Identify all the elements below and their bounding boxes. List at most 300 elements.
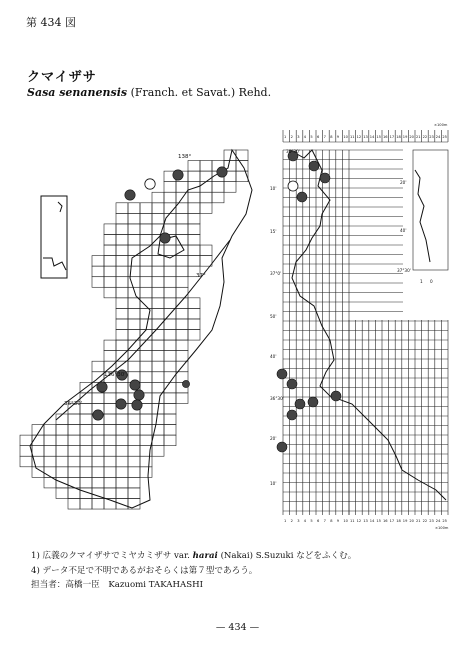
profile-dot-filled bbox=[277, 369, 287, 379]
map-mesh-cell bbox=[164, 266, 176, 277]
map-mesh-cell bbox=[212, 192, 224, 203]
map-mesh-cell bbox=[68, 456, 80, 467]
map-mesh-cell bbox=[116, 456, 128, 467]
note-line-3: 担当者：高橋一臣 Kazuomi TAKAHASHI bbox=[31, 580, 203, 590]
map-mesh-cell bbox=[68, 414, 80, 425]
map-mesh-cell bbox=[188, 256, 200, 267]
profile-top-tick-label: 6 bbox=[317, 135, 320, 139]
map-mesh-cell bbox=[104, 393, 116, 404]
map-mesh-cell bbox=[104, 256, 116, 267]
map-mesh-cell bbox=[176, 224, 188, 235]
map-mesh-cell bbox=[20, 435, 32, 446]
map-mesh-cell bbox=[116, 234, 128, 245]
map-mesh-cell bbox=[128, 224, 140, 235]
map-mesh-cell bbox=[56, 446, 68, 457]
map-mesh-cell bbox=[152, 256, 164, 267]
map-mesh-cell bbox=[116, 425, 128, 436]
map-mesh-cell bbox=[164, 361, 176, 372]
map-mesh-cell bbox=[188, 203, 200, 214]
map-mesh-cell bbox=[116, 298, 128, 309]
note-line-1 bbox=[31, 549, 356, 561]
profile-lat-label: 50' bbox=[270, 314, 277, 319]
map-mesh-cell bbox=[140, 425, 152, 436]
map-mesh-cell bbox=[116, 330, 128, 341]
map-mesh-cell bbox=[176, 277, 188, 288]
map-mesh-cell bbox=[200, 256, 212, 267]
map-mesh-cell bbox=[200, 171, 212, 182]
profile-bottom-tick-label: 12 bbox=[356, 519, 362, 523]
map-mesh-cell bbox=[128, 467, 140, 478]
map-mesh-cell bbox=[56, 456, 68, 467]
map-mesh-cell bbox=[140, 203, 152, 214]
map-mesh-cell bbox=[140, 287, 152, 298]
map-mesh-cell bbox=[92, 498, 104, 509]
inset-label: 37°30' bbox=[397, 268, 411, 273]
map-mesh-cell bbox=[104, 340, 116, 351]
map-mesh-cell bbox=[116, 287, 128, 298]
profile-bottom-tick-label: 2 bbox=[290, 519, 293, 523]
distribution-map-grid bbox=[20, 150, 248, 509]
map-mesh-cell bbox=[104, 435, 116, 446]
figure-number: 第 434 図 bbox=[26, 16, 76, 29]
map-mesh-cell bbox=[116, 488, 128, 499]
note-line-1-b: (Nakai) S.Suzuki などをふくむ。 bbox=[220, 551, 357, 561]
map-mesh-cell bbox=[176, 393, 188, 404]
map-mesh-cell bbox=[104, 467, 116, 478]
species-authority: (Franch. et Savat.) Rehd. bbox=[130, 86, 272, 99]
map-mesh-cell bbox=[56, 467, 68, 478]
map-mesh-cell bbox=[68, 498, 80, 509]
map-mesh-cell bbox=[92, 277, 104, 288]
map-mesh-cell bbox=[152, 351, 164, 362]
profile-dot-filled bbox=[295, 399, 305, 409]
profile-top-tick-label: 19 bbox=[402, 135, 408, 139]
map-mesh-cell bbox=[152, 435, 164, 446]
profile-top-tick-label: 13 bbox=[363, 135, 368, 139]
map-mesh-cell bbox=[68, 425, 80, 436]
scientific-name: Sasa senanensis bbox=[27, 86, 128, 99]
map-mesh-cell bbox=[152, 393, 164, 404]
inset-label: 0 bbox=[430, 279, 433, 284]
map-mesh-cell bbox=[176, 340, 188, 351]
occurrence-dot-filled bbox=[97, 382, 107, 392]
map-mesh-cell bbox=[116, 446, 128, 457]
altitude-profile-grid bbox=[283, 130, 448, 515]
map-mesh-cell bbox=[104, 361, 116, 372]
map-mesh-cell bbox=[56, 435, 68, 446]
map-lon-label-2: 136°30' bbox=[104, 372, 126, 378]
note-line-1-a: 1) 広義のクマイザサでミヤカミザサ var. bbox=[31, 551, 190, 561]
map-mesh-cell bbox=[140, 234, 152, 245]
profile-top-tick-label: 16 bbox=[383, 135, 388, 139]
map-mesh-cell bbox=[164, 393, 176, 404]
map-mesh-cell bbox=[176, 213, 188, 224]
map-mesh-cell bbox=[80, 477, 92, 488]
map-mesh-cell bbox=[116, 319, 128, 330]
map-mesh-cell bbox=[164, 340, 176, 351]
profile-top-tick-label: 18 bbox=[396, 135, 401, 139]
map-mesh-cell bbox=[188, 308, 200, 319]
map-mesh-cell bbox=[200, 161, 212, 172]
map-lat-label-2: 36°30' bbox=[64, 401, 83, 407]
map-mesh-cell bbox=[164, 414, 176, 425]
map-mesh-cell bbox=[140, 351, 152, 362]
inset-label: 20' bbox=[400, 180, 407, 185]
profile-bottom-tick-label: 19 bbox=[402, 519, 408, 523]
coastline-path bbox=[30, 150, 252, 508]
occurrence-dot-filled bbox=[130, 380, 140, 390]
map-mesh-cell bbox=[176, 192, 188, 203]
profile-bottom-unit: ×100m bbox=[435, 526, 449, 530]
map-mesh-cell bbox=[164, 425, 176, 436]
map-mesh-cell bbox=[188, 213, 200, 224]
map-mesh-cell bbox=[92, 435, 104, 446]
map-lon-label: 138° bbox=[178, 154, 192, 160]
profile-top-tick-label: 22 bbox=[422, 135, 428, 139]
map-mesh-cell bbox=[140, 435, 152, 446]
profile-lat-label: 20' bbox=[270, 436, 277, 441]
profile-top-tick-label: 3 bbox=[297, 135, 300, 139]
profile-lat-label: 15' bbox=[270, 229, 277, 234]
map-mesh-cell bbox=[188, 298, 200, 309]
map-mesh-cell bbox=[188, 224, 200, 235]
map-mesh-cell bbox=[140, 456, 152, 467]
map-mesh-cell bbox=[56, 488, 68, 499]
map-mesh-cell bbox=[116, 277, 128, 288]
profile-lat-label: 10' bbox=[270, 186, 277, 191]
map-mesh-cell bbox=[104, 414, 116, 425]
occurrence-dot-open bbox=[145, 179, 155, 189]
map-mesh-cell bbox=[80, 414, 92, 425]
profile-top-tick-label: 1 bbox=[284, 135, 287, 139]
profile-bottom-tick-label: 15 bbox=[376, 519, 381, 523]
profile-top-tick-label: 2 bbox=[290, 135, 293, 139]
map-mesh-cell bbox=[116, 435, 128, 446]
map-mesh-cell bbox=[104, 245, 116, 256]
profile-dot-filled bbox=[309, 161, 319, 171]
map-mesh-cell bbox=[104, 266, 116, 277]
occurrence-dot-filled bbox=[116, 399, 126, 409]
map-mesh-cell bbox=[56, 414, 68, 425]
profile-lat-label: 37°0' bbox=[270, 271, 282, 276]
map-mesh-cell bbox=[116, 256, 128, 267]
profile-top-tick-label: 4 bbox=[303, 135, 307, 139]
map-mesh-cell bbox=[104, 277, 116, 288]
profile-top-tick-label: 25 bbox=[442, 135, 447, 139]
occurrence-dot-filled bbox=[160, 233, 170, 243]
occurrence-dot-filled bbox=[217, 167, 227, 177]
map-mesh-cell bbox=[128, 213, 140, 224]
map-mesh-cell bbox=[92, 425, 104, 436]
map-mesh-cell bbox=[80, 456, 92, 467]
map-mesh-cell bbox=[56, 425, 68, 436]
profile-bottom-tick-label: 21 bbox=[416, 519, 421, 523]
map-mesh-cell bbox=[140, 213, 152, 224]
map-mesh-cell bbox=[152, 330, 164, 341]
map-mesh-cell bbox=[68, 477, 80, 488]
map-mesh-cell bbox=[164, 435, 176, 446]
profile-lat-label: 36°30' bbox=[270, 396, 284, 401]
map-mesh-cell bbox=[152, 213, 164, 224]
map-mesh-cell bbox=[176, 182, 188, 193]
map-mesh-cell bbox=[128, 351, 140, 362]
map-mesh-cell bbox=[176, 298, 188, 309]
map-mesh-cell bbox=[104, 224, 116, 235]
profile-top-tick-label: 23 bbox=[429, 135, 434, 139]
map-mesh-cell bbox=[152, 203, 164, 214]
map-mesh-cell bbox=[200, 245, 212, 256]
map-mesh-cell bbox=[44, 467, 56, 478]
profile-bottom-tick-label: 22 bbox=[422, 519, 428, 523]
map-mesh-cell bbox=[200, 203, 212, 214]
map-mesh-cell bbox=[152, 266, 164, 277]
map-mesh-cell bbox=[188, 161, 200, 172]
map-mesh-cell bbox=[188, 245, 200, 256]
map-mesh-cell bbox=[128, 361, 140, 372]
profile-top-tick-label: 11 bbox=[350, 135, 355, 139]
map-mesh-cell bbox=[152, 372, 164, 383]
map-mesh-cell bbox=[164, 287, 176, 298]
map-mesh-cell bbox=[152, 414, 164, 425]
profile-dot-open bbox=[288, 181, 298, 191]
map-mesh-cell bbox=[176, 256, 188, 267]
map-mesh-cell bbox=[116, 224, 128, 235]
inset-label: 1 bbox=[420, 279, 423, 284]
profile-bottom-tick-label: 5 bbox=[310, 519, 313, 523]
map-mesh-cell bbox=[140, 467, 152, 478]
map-mesh-cell bbox=[152, 382, 164, 393]
profile-bottom-tick-label: 20 bbox=[409, 519, 414, 523]
map-mesh-cell bbox=[116, 340, 128, 351]
map-mesh-cell bbox=[200, 182, 212, 193]
map-mesh-cell bbox=[152, 277, 164, 288]
map-mesh-cell bbox=[104, 351, 116, 362]
map-mesh-cell bbox=[92, 361, 104, 372]
profile-bottom-tick-label: 10 bbox=[343, 519, 348, 523]
map-mesh-cell bbox=[104, 234, 116, 245]
map-mesh-cell bbox=[116, 266, 128, 277]
map-mesh-cell bbox=[116, 308, 128, 319]
map-mesh-cell bbox=[104, 456, 116, 467]
map-mesh-cell bbox=[164, 245, 176, 256]
occurrence-dot-filled bbox=[173, 170, 183, 180]
map-mesh-cell bbox=[116, 245, 128, 256]
map-mesh-cell bbox=[104, 488, 116, 499]
profile-top-tick-label: 10 bbox=[343, 135, 348, 139]
map-mesh-cell bbox=[212, 182, 224, 193]
map-mesh-cell bbox=[128, 298, 140, 309]
map-mesh-cell bbox=[44, 425, 56, 436]
map-mesh-cell bbox=[176, 351, 188, 362]
map-mesh-cell bbox=[92, 456, 104, 467]
map-mesh-cell bbox=[80, 425, 92, 436]
map-mesh-cell bbox=[104, 446, 116, 457]
map-mesh-cell bbox=[152, 298, 164, 309]
map-mesh-cell bbox=[116, 477, 128, 488]
profile-bottom-tick-label: 9 bbox=[336, 519, 340, 523]
profile-bottom-tick-label: 7 bbox=[323, 519, 326, 523]
map-mesh-cell bbox=[104, 287, 116, 298]
map-mesh-cell bbox=[116, 467, 128, 478]
map-mesh-cell bbox=[92, 266, 104, 277]
map-mesh-cell bbox=[128, 203, 140, 214]
map-mesh-cell bbox=[44, 446, 56, 457]
map-mesh-cell bbox=[68, 435, 80, 446]
profile-bottom-tick-label: 25 bbox=[442, 519, 447, 523]
map-lat-label: 37° bbox=[196, 273, 206, 279]
map-mesh-cell bbox=[68, 446, 80, 457]
map-mesh-cell bbox=[44, 456, 56, 467]
profile-lat-label: 38°30' bbox=[286, 149, 300, 154]
map-mesh-cell bbox=[20, 456, 32, 467]
profile-lat-label: 40' bbox=[270, 354, 277, 359]
profile-dot-filled bbox=[308, 397, 318, 407]
map-mesh-cell bbox=[92, 446, 104, 457]
profile-top-tick-label: 17 bbox=[389, 135, 395, 139]
map-mesh-cell bbox=[128, 477, 140, 488]
map-mesh-cell bbox=[116, 498, 128, 509]
map-mesh-cell bbox=[116, 414, 128, 425]
profile-bottom-tick-label: 8 bbox=[330, 519, 333, 523]
map-mesh-cell bbox=[128, 234, 140, 245]
map-mesh-cell bbox=[140, 277, 152, 288]
map-mesh-cell bbox=[128, 435, 140, 446]
profile-top-tick-label: 7 bbox=[323, 135, 326, 139]
map-mesh-cell bbox=[200, 192, 212, 203]
profile-top-tick-label: 21 bbox=[416, 135, 421, 139]
occurrence-dot-filled bbox=[134, 390, 144, 400]
map-mesh-cell bbox=[188, 330, 200, 341]
profile-dot-filled bbox=[287, 410, 297, 420]
figure-labels bbox=[64, 123, 449, 530]
profile-bottom-tick-label: 18 bbox=[396, 519, 401, 523]
map-mesh-cell bbox=[152, 287, 164, 298]
profile-top-tick-label: 15 bbox=[376, 135, 381, 139]
profile-bottom-tick-label: 11 bbox=[350, 519, 355, 523]
map-mesh-cell bbox=[128, 425, 140, 436]
profile-bottom-tick-label: 13 bbox=[363, 519, 368, 523]
profile-bottom-tick-label: 6 bbox=[317, 519, 320, 523]
map-mesh-cell bbox=[164, 256, 176, 267]
map-mesh-cell bbox=[152, 361, 164, 372]
profile-dot-filled bbox=[277, 442, 287, 452]
profile-bottom-tick-label: 24 bbox=[435, 519, 441, 523]
map-mesh-cell bbox=[92, 467, 104, 478]
map-mesh-cell bbox=[80, 435, 92, 446]
map-mesh-cell bbox=[176, 266, 188, 277]
map-mesh-cell bbox=[140, 266, 152, 277]
profile-top-tick-label: 24 bbox=[435, 135, 441, 139]
profile-dot-filled bbox=[297, 192, 307, 202]
map-mesh-cell bbox=[176, 330, 188, 341]
map-mesh-cell bbox=[188, 192, 200, 203]
map-mesh-cell bbox=[32, 446, 44, 457]
map-mesh-cell bbox=[128, 488, 140, 499]
inset-altitude-curve bbox=[415, 170, 430, 262]
profile-top-tick-label: 14 bbox=[369, 135, 375, 139]
map-mesh-cell bbox=[128, 308, 140, 319]
map-mesh-cell bbox=[224, 182, 236, 193]
map-mesh-cell bbox=[164, 277, 176, 288]
occurrence-dot-filled bbox=[182, 380, 189, 387]
inset-label: 40' bbox=[400, 228, 407, 233]
map-mesh-cell bbox=[104, 403, 116, 414]
profile-bottom-tick-label: 4 bbox=[303, 519, 307, 523]
map-mesh-cell bbox=[164, 319, 176, 330]
map-mesh-cell bbox=[116, 382, 128, 393]
profile-bottom-tick-label: 17 bbox=[389, 519, 395, 523]
profile-dot-filled bbox=[331, 391, 341, 401]
profile-bottom-tick-label: 3 bbox=[297, 519, 300, 523]
map-mesh-cell bbox=[140, 224, 152, 235]
map-mesh-cell bbox=[152, 192, 164, 203]
inset-coast bbox=[43, 258, 66, 270]
map-mesh-cell bbox=[104, 477, 116, 488]
profile-bottom-tick-label: 14 bbox=[369, 519, 375, 523]
occurrence-dot-filled bbox=[125, 190, 135, 200]
map-mesh-cell bbox=[140, 245, 152, 256]
map-mesh-cell bbox=[164, 192, 176, 203]
profile-top-unit: ×100m bbox=[434, 123, 448, 127]
profile-top-tick-label: 5 bbox=[310, 135, 313, 139]
profile-dot-filled bbox=[320, 173, 330, 183]
map-mesh-cell bbox=[116, 203, 128, 214]
map-mesh-cell bbox=[164, 330, 176, 341]
profile-top-tick-label: 12 bbox=[356, 135, 362, 139]
map-mesh-cell bbox=[140, 414, 152, 425]
map-mesh-cell bbox=[140, 256, 152, 267]
occurrence-dot-filled bbox=[132, 400, 142, 410]
profile-top-tick-label: 8 bbox=[330, 135, 333, 139]
map-mesh-cell bbox=[164, 351, 176, 362]
profile-top-tick-label: 20 bbox=[409, 135, 414, 139]
map-mesh-cell bbox=[188, 171, 200, 182]
page-number: — 434 — bbox=[215, 622, 260, 633]
map-mesh-cell bbox=[128, 414, 140, 425]
profile-inset-frame bbox=[413, 150, 448, 270]
profile-bottom-tick-label: 23 bbox=[429, 519, 434, 523]
map-mesh-cell bbox=[176, 319, 188, 330]
map-mesh-cell bbox=[188, 319, 200, 330]
map-mesh-cell bbox=[116, 213, 128, 224]
map-mesh-cell bbox=[80, 446, 92, 457]
map-mesh-cell bbox=[152, 308, 164, 319]
map-mesh-cell bbox=[92, 477, 104, 488]
map-mesh-cell bbox=[188, 234, 200, 245]
map-mesh-cell bbox=[164, 182, 176, 193]
map-mesh-cell bbox=[80, 498, 92, 509]
inset-island bbox=[58, 202, 62, 212]
map-mesh-cell bbox=[128, 456, 140, 467]
map-mesh-cell bbox=[140, 372, 152, 383]
profile-dot-filled bbox=[287, 379, 297, 389]
map-mesh-cell bbox=[104, 425, 116, 436]
profile-bottom-tick-label: 1 bbox=[284, 519, 287, 523]
map-mesh-cell bbox=[92, 256, 104, 267]
note-var-name: harai bbox=[192, 551, 218, 561]
map-mesh-cell bbox=[140, 298, 152, 309]
map-mesh-cell bbox=[80, 467, 92, 478]
map-mesh-cell bbox=[128, 319, 140, 330]
note-line-2: 4) データ不足で不明であるがおそらくは第７型であろう。 bbox=[31, 566, 258, 576]
map-mesh-cell bbox=[176, 308, 188, 319]
map-mesh-cell bbox=[140, 361, 152, 372]
profile-top-tick-label: 9 bbox=[336, 135, 340, 139]
map-mesh-cell bbox=[128, 446, 140, 457]
map-mesh-cell bbox=[68, 467, 80, 478]
map-mesh-cell bbox=[152, 340, 164, 351]
occurrence-dot-filled bbox=[93, 410, 103, 420]
